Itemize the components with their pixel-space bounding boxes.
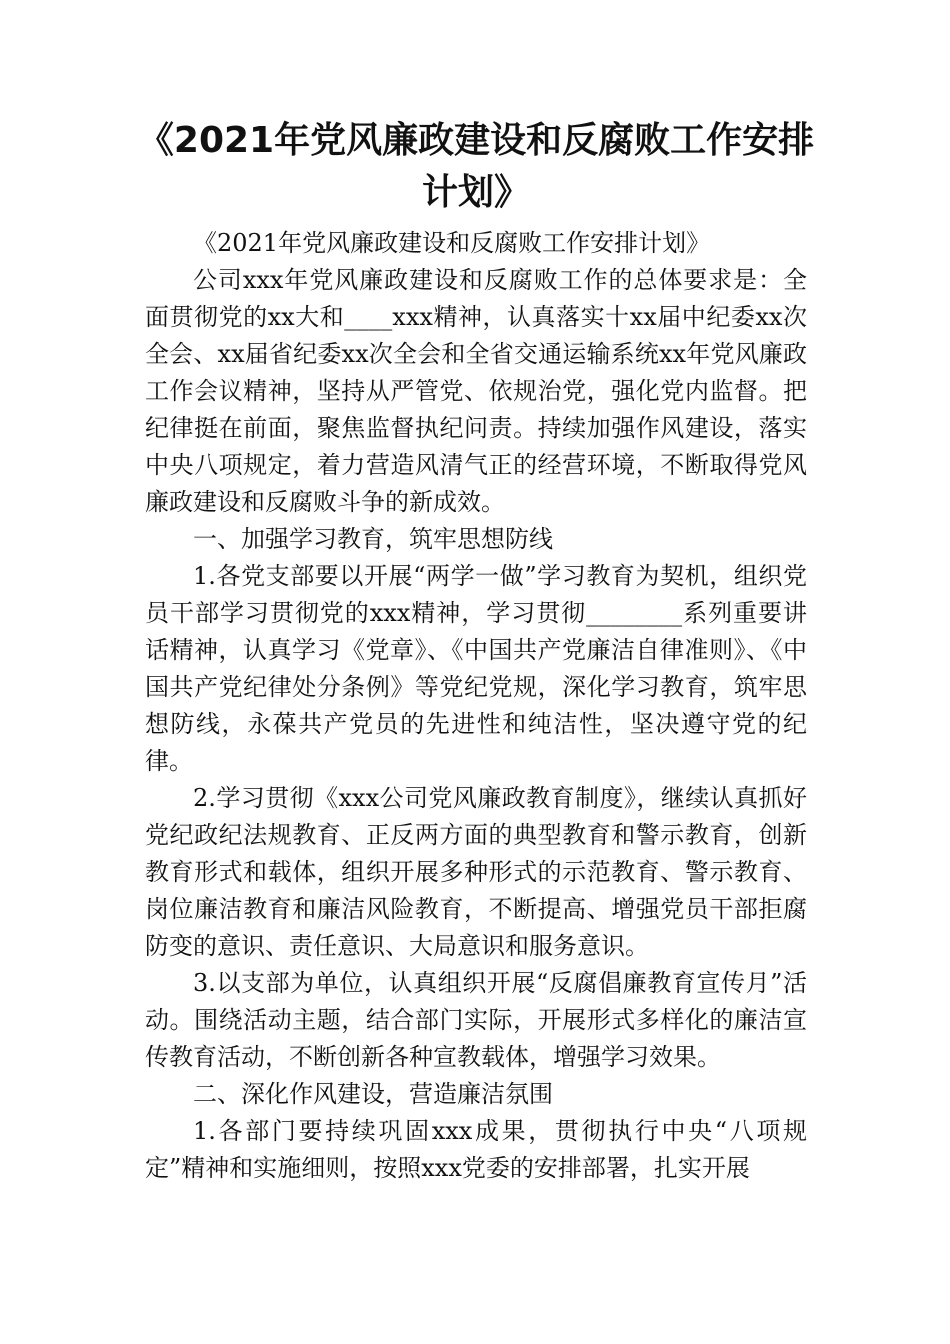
document-title: 《2021年党风廉政建设和反腐败工作安排计划》: [137, 120, 815, 213]
section-1-item-3: 3.以支部为单位，认真组织开展“反腐倡廉教育宣传月”活动。围绕活动主题，结合部门实际，开展形式多样化的廉洁宣传教育活动，不断创新各种宣教载体，增强学习效果。: [145, 969, 807, 1071]
section-2-item-1: 1.各部门要持续巩固xxx成果，贯彻执行中央“八项规定”精神和实施细则，按照xxx党委的安排部署，扎实开展: [145, 1117, 807, 1182]
document-page: [137, 115, 815, 1187]
section-heading-1: 一、加强学习教育，筑牢思想防线: [193, 525, 553, 553]
section-heading-2: 二、深化作风建设，营造廉洁氛围: [193, 1080, 553, 1108]
section-1-item-2: 2.学习贯彻《xxx公司党风廉政教育制度》，继续认真抓好党纪政纪法规教育、正反两方面的典型教育和警示教育，创新教育形式和载体，组织开展多种形式的示范教育、警示教育、岗位廉洁教育和廉洁风险教育，不断提高、增强党员干部拒腐防变的意识、责任意识、大局意识和服务意识。: [145, 784, 807, 960]
intro-paragraph: 公司xxx年党风廉政建设和反腐败工作的总体要求是：全面贯彻党的xx大和____xxx精神，认真落实十xx届中纪委xx次全会、xx届省纪委xx次全会和全省交通运输系统xx年党风廉政工作会议精神，坚持从严管党、依规治党，强化党内监督。把纪律挺在前面，聚焦监督执纪问责。持续加强作风建设，落实中央八项规定，着力营造风清气正的经营环境，不断取得党风廉政建设和反腐败斗争的新成效。: [145, 266, 807, 516]
document-subtitle: 《2021年党风廉政建设和反腐败工作安排计划》: [193, 229, 711, 257]
section-1-item-1: 1.各党支部要以开展“两学一做”学习教育为契机，组织党员干部学习贯彻党的xxx精神，学习贯彻________系列重要讲话精神，认真学习《党章》、《中国共产党廉洁自律准则》、《中国共产党纪律处分条例》等党纪党规，深化学习教育，筑牢思想防线，永葆共产党员的先进性和纯洁性，坚决遵守党的纪律。: [145, 562, 807, 775]
